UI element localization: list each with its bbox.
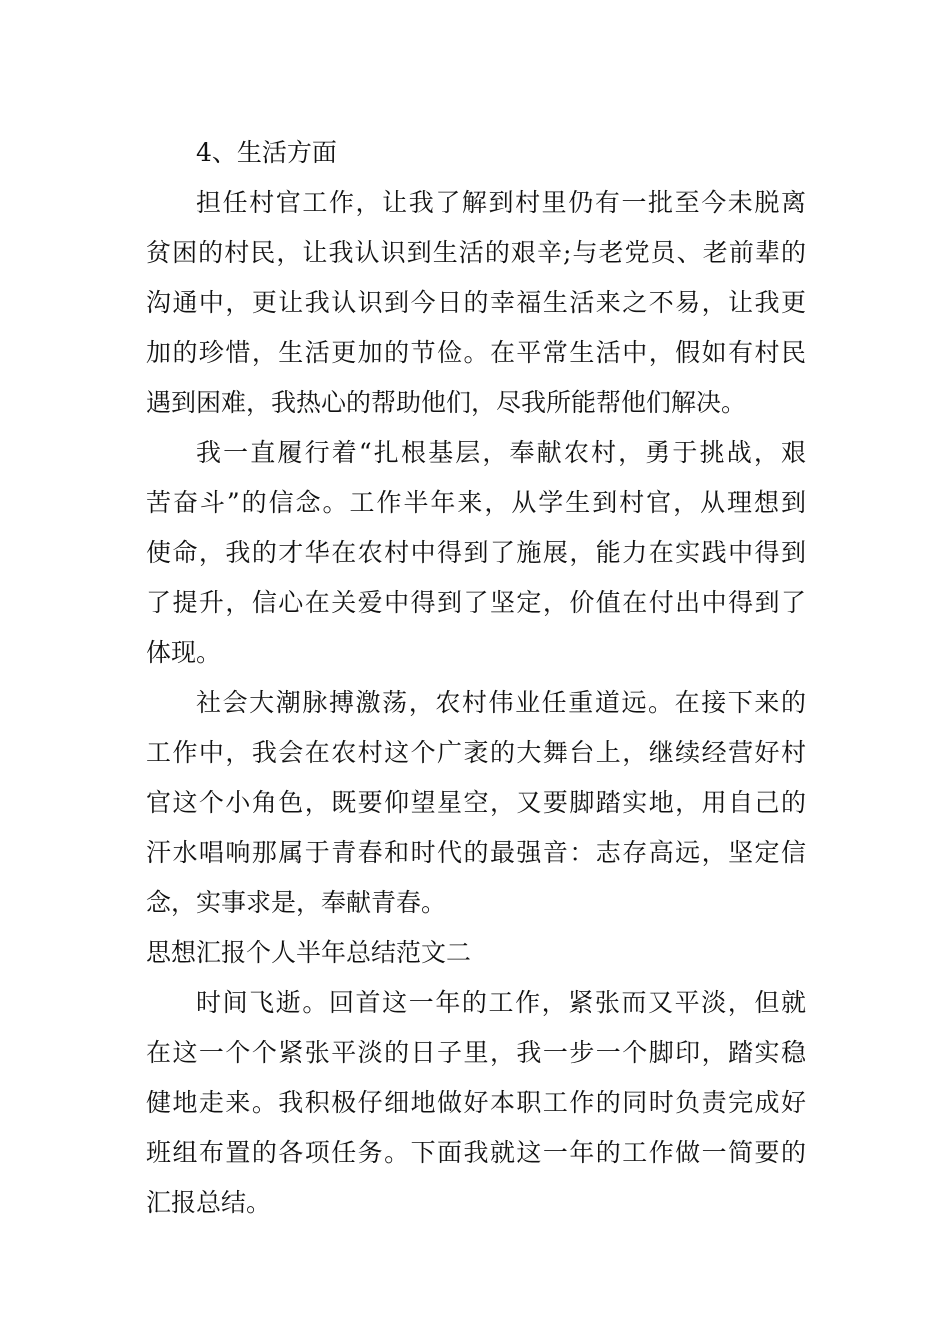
text-line: 沟通中，更让我认识到今日的幸福生活来之不易，让我更 (146, 288, 806, 317)
text-line: 4、生活方面 (196, 138, 337, 167)
text-line: 汇报总结。 (146, 1188, 272, 1217)
text-line: 社会大潮脉搏激荡，农村伟业任重道远。在接下来的 (196, 688, 806, 717)
document-body (146, 128, 806, 1228)
text-line: 思想汇报个人半年总结范文二 (146, 938, 472, 967)
text-line: 汗水唱响那属于青春和时代的最强音：志存高远，坚定信 (146, 838, 806, 867)
text-line: 工作中，我会在农村这个广袤的大舞台上，继续经营好村 (146, 738, 806, 767)
text-line: 我一直履行着“扎根基层，奉献农村，勇于挑战，艰 (196, 438, 806, 467)
text-line: 苦奋斗”的信念。工作半年来，从学生到村官，从理想到 (146, 488, 806, 517)
text-line: 担任村官工作，让我了解到村里仍有一批至今未脱离 (196, 188, 806, 217)
text-line: 加的珍惜，生活更加的节俭。在平常生活中，假如有村民 (146, 338, 806, 367)
text-line: 官这个小角色，既要仰望星空，又要脚踏实地，用自己的 (146, 788, 806, 817)
text-line: 班组布置的各项任务。下面我就这一年的工作做一简要的 (146, 1138, 806, 1167)
section-heading (146, 128, 806, 178)
text-line: 时间飞逝。回首这一年的工作，紧张而又平淡，但就 (196, 988, 806, 1017)
paragraph (146, 428, 806, 678)
paragraph (146, 678, 806, 928)
paragraph (146, 178, 806, 428)
text-line: 贫困的村民，让我认识到生活的艰辛;与老党员、老前辈的 (146, 238, 806, 267)
text-line: 健地走来。我积极仔细地做好本职工作的同时负责完成好 (146, 1088, 806, 1117)
text-line: 了提升，信心在关爱中得到了坚定，价值在付出中得到了 (146, 588, 806, 617)
text-line: 遇到困难，我热心的帮助他们，尽我所能帮他们解决。 (146, 388, 747, 417)
text-line: 在这一个个紧张平淡的日子里，我一步一个脚印，踏实稳 (146, 1038, 806, 1067)
text-line: 使命，我的才华在农村中得到了施展，能力在实践中得到 (146, 538, 806, 567)
paragraph (146, 978, 806, 1228)
text-line: 念，实事求是，奉献青春。 (146, 888, 447, 917)
section-title (146, 928, 806, 978)
text-line: 体现。 (146, 638, 222, 667)
